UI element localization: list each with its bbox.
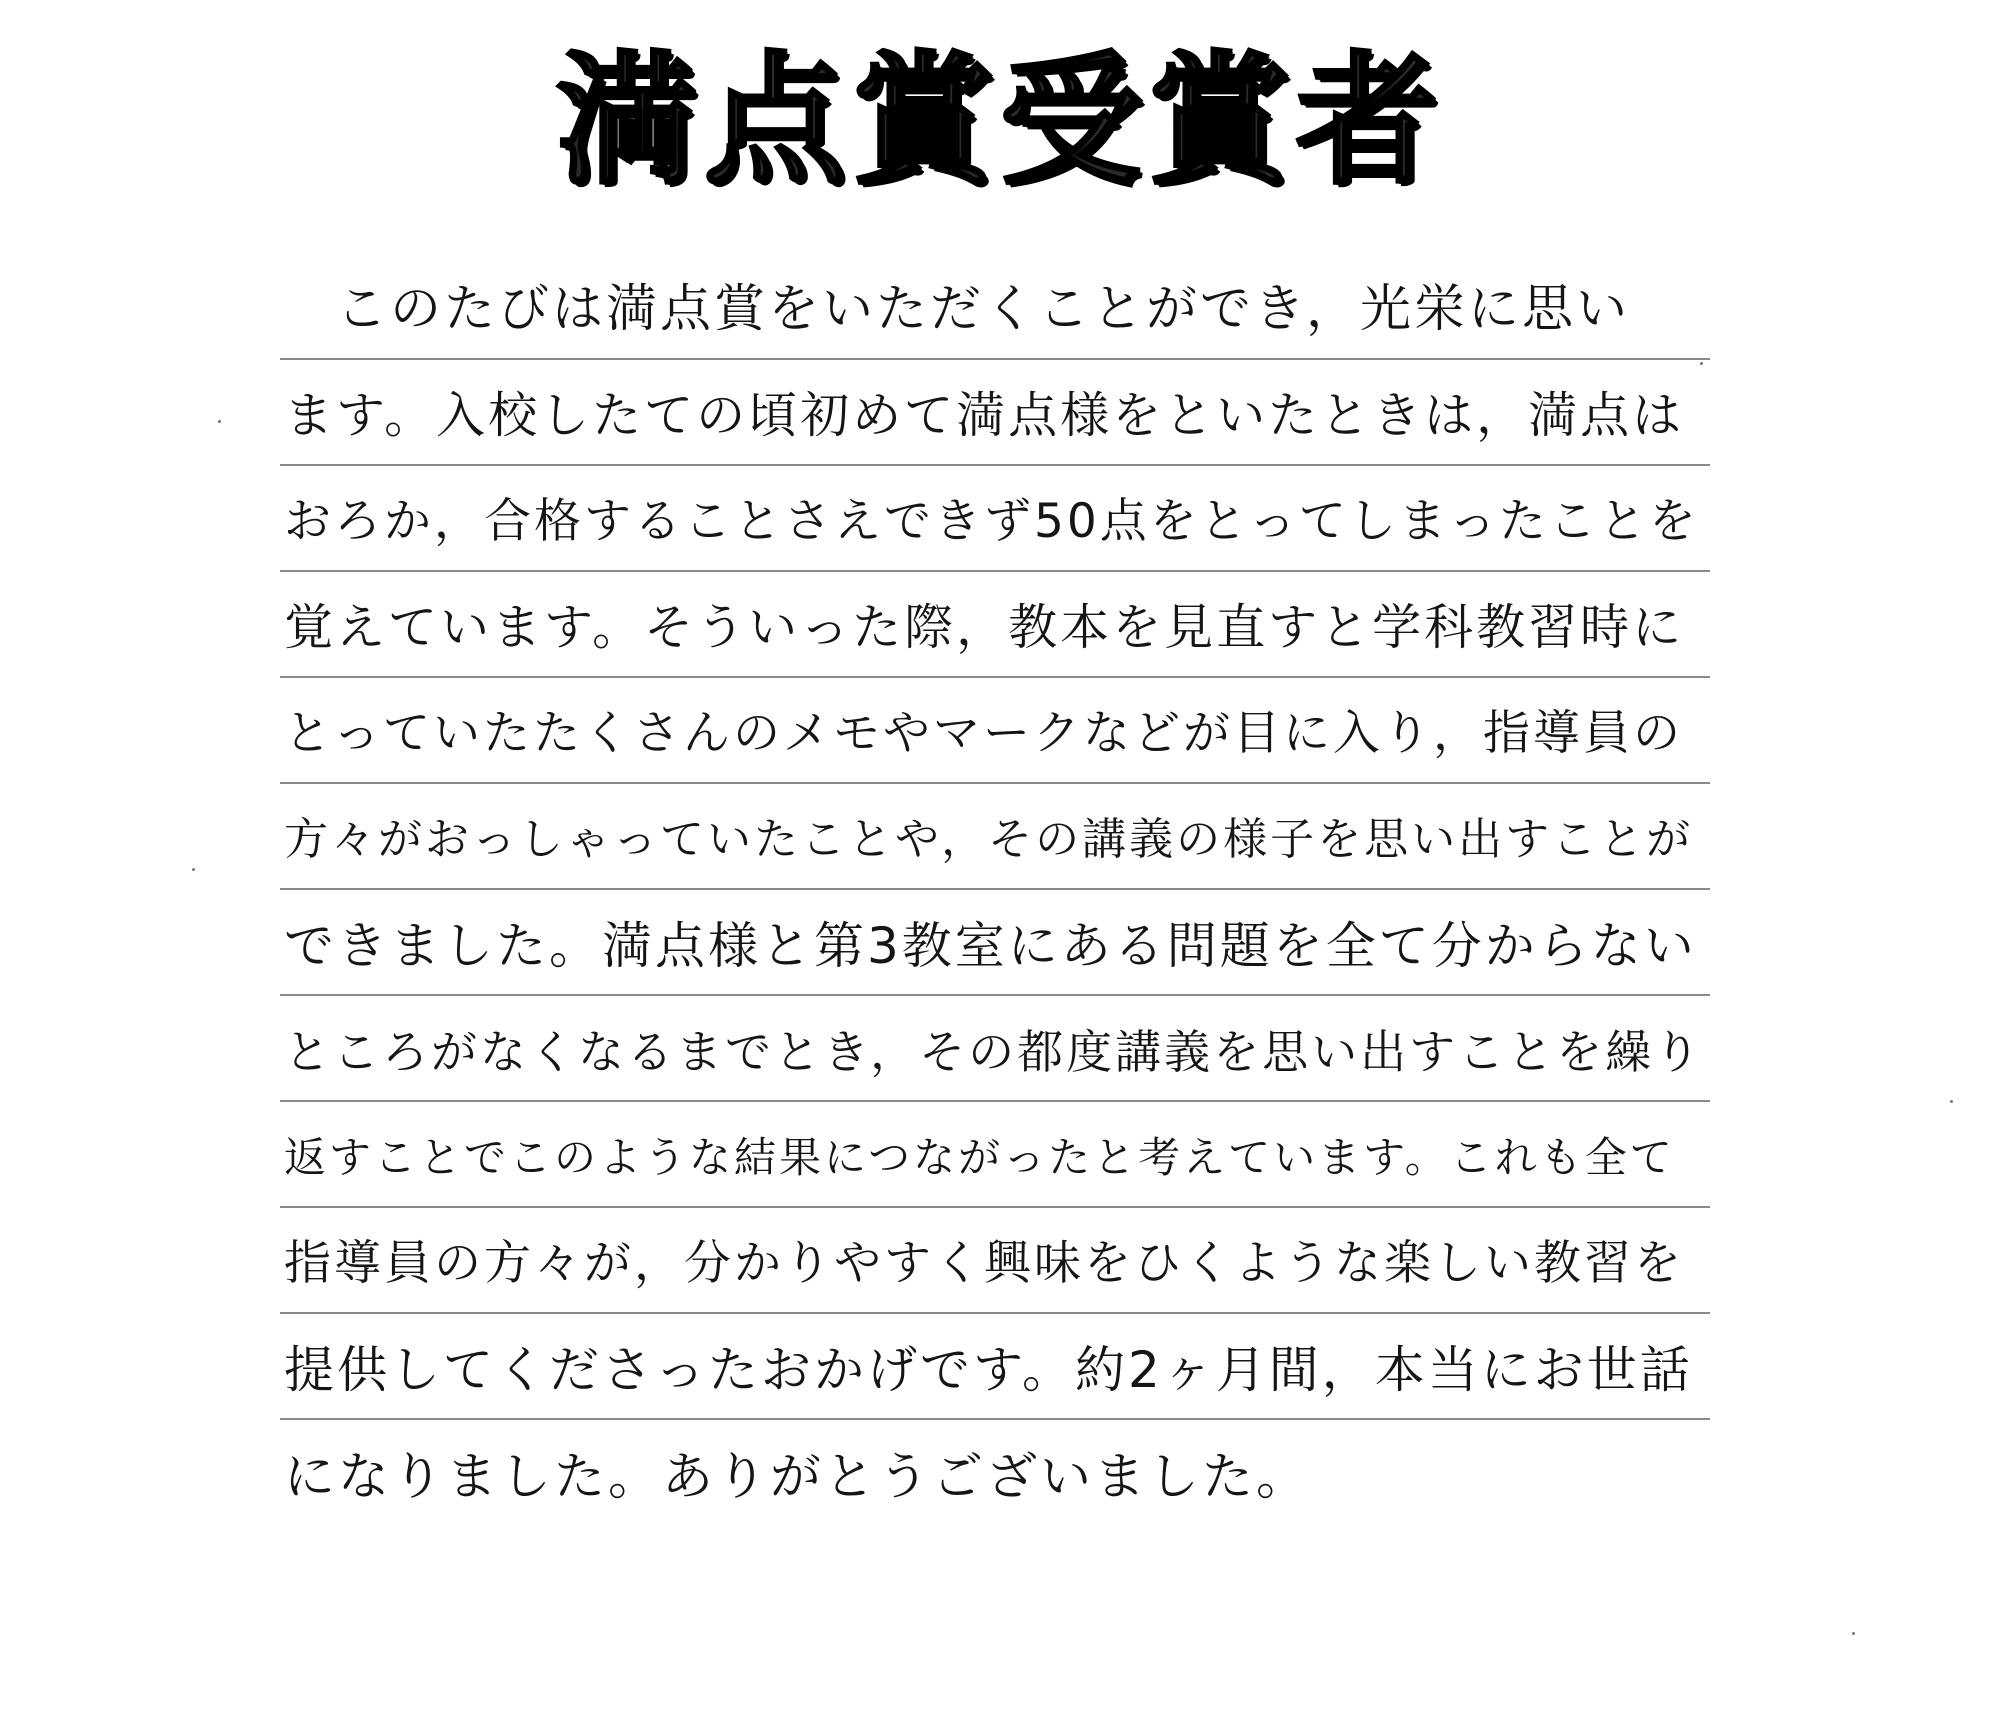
ruled-line [280,996,1710,1102]
ruled-line [280,784,1710,890]
handwritten-line: ます。入校したての頃初めて満点様をといたときは，満点は [284,387,1685,444]
handwritten-line: おろか，合格することさえできず50点をとってしまったことを [284,494,1699,549]
handwritten-line: 指導員の方々が，分かりやすく興味をひくような楽しい教習を [284,1236,1684,1291]
handwritten-line: 返すことでこのような結果につながったと考えています。これも全て [284,1133,1675,1182]
scan-speck [1700,362,1703,365]
ruled-line [280,1420,1710,1526]
handwritten-line: 提供してくださったおかげです。約2ヶ月間，本当にお世話 [284,1341,1693,1399]
ruled-line [280,1314,1710,1420]
ruled-line [280,678,1710,784]
ruled-line [280,890,1710,996]
handwritten-line: 覚えています。そういった際，教本を見直すと学科教習時に [284,599,1685,656]
ruled-text-block [280,254,1710,1526]
scan-speck [192,868,195,871]
scan-speck [1852,1632,1855,1635]
ruled-line [280,360,1710,466]
ruled-line [280,572,1710,678]
page-title: 満点賞受賞者 [556,39,1444,204]
handwritten-line: できました。満点様と第3教室にある問題を全て分からない [284,917,1697,975]
handwritten-line: とっていたたくさんのメモやマークなどが目に入り，指導員の [284,706,1684,761]
handwritten-line: このたびは満点賞をいただくことができ，光栄に思い [336,280,1630,339]
ruled-line [280,1208,1710,1314]
ruled-line [280,466,1710,572]
ruled-line [280,1102,1710,1208]
handwritten-line: になりました。ありがとうございました。 [284,1448,1311,1507]
scan-speck [218,420,221,423]
scan-speck [1950,1100,1953,1103]
handwritten-line: ところがなくなるまでとき，その都度講義を思い出すことを繰り [284,1025,1704,1079]
ruled-line [280,254,1710,360]
handwritten-line: 方々がおっしゃっていたことや，その講義の様子を思い出すことが [284,814,1694,865]
